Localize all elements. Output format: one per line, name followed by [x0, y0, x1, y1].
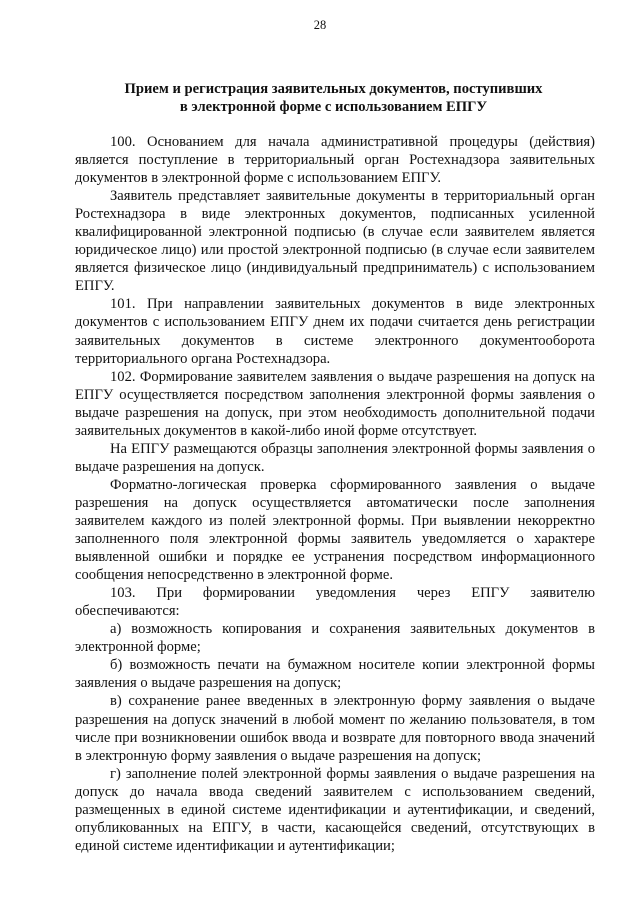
paragraph-applicant-submission: Заявитель представляет заявительные документы в территориальный орган Ростехнадзора в виде электронных документов, подписанных усиленной квалифицированной электронной подписью (в случае если заявителем является юридическое лицо) или простой электронной подписью (в случае если заявителем является физическое лицо (индивидуальный предприниматель) с использованием ЕПГУ. — [75, 188, 595, 295]
section-heading-line-1: Прием и регистрация заявительных документов, поступивших — [124, 81, 543, 97]
list-item-a: а) возможность копирования и сохранения заявительных документов в электронной форме; — [75, 621, 595, 656]
paragraph-samples: На ЕПГУ размещаются образцы заполнения электронной формы заявления о выдаче разрешения на допуск. — [75, 440, 595, 475]
list-item-v: в) сохранение ранее введенных в электронную форму заявления о выдаче разрешения на допуск значений в любой момент по желанию пользователя, в том числе при возникновении ошибок ввода и возврате для повторного ввода значений в электронную форму заявления о выдаче разрешения на допуск; — [75, 693, 595, 764]
paragraph-101: 101. При направлении заявительных документов в виде электронных документов с использованием ЕПГУ днем их подачи считается день регистрации заявительных документов в системе электронного документооборота территориального органа Ростехнадзора. — [75, 296, 595, 367]
paragraph-102: 102. Формирование заявителем заявления о выдаче разрешения на допуск на ЕПГУ осуществляется посредством заполнения электронной формы заявления о выдаче разрешения на допуск, при этом необходимость дополнительной подачи заявительных документов в какой-либо иной форме отсутствует. — [75, 368, 595, 439]
page-number: 28 — [313, 18, 327, 32]
paragraph-format-check: Форматно-логическая проверка сформированного заявления о выдаче разрешения на допуск осуществляется автоматически после заполнения заявителем каждого из полей электронной формы. При выявлении некорректно заполненного поля электронной формы заявитель уведомляется о характере выявленной ошибки и порядке ее устранения посредством информационного сообщения непосредственно в электронной форме. — [75, 476, 595, 584]
paragraph-103: 103. При формировании уведомления через ЕПГУ заявителю обеспечиваются: — [75, 585, 595, 620]
list-item-b: б) возможность печати на бумажном носителе копии электронной формы заявления о выдаче разрешения на допуск; — [75, 657, 595, 692]
section-heading-line-2: в электронной форме с использованием ЕПГУ — [179, 99, 488, 115]
list-item-g: г) заполнение полей электронной формы заявления о выдаче разрешения на допуск до начала ввода сведений заявителем с использованием сведений, размещенных в единой системе идентификации и аутентификации, и сведений, опубликованных на ЕПГУ, в части, касающейся сведений, отсутствующих в единой системе идентификации и аутентификации; — [75, 765, 595, 854]
section-heading — [70, 80, 597, 116]
document-body — [75, 133, 595, 855]
paragraph-100: 100. Основанием для начала административной процедуры (действия) является поступление в территориальный орган Ростехнадзора заявительных документов в электронной форме с использованием ЕПГУ. — [75, 134, 595, 187]
